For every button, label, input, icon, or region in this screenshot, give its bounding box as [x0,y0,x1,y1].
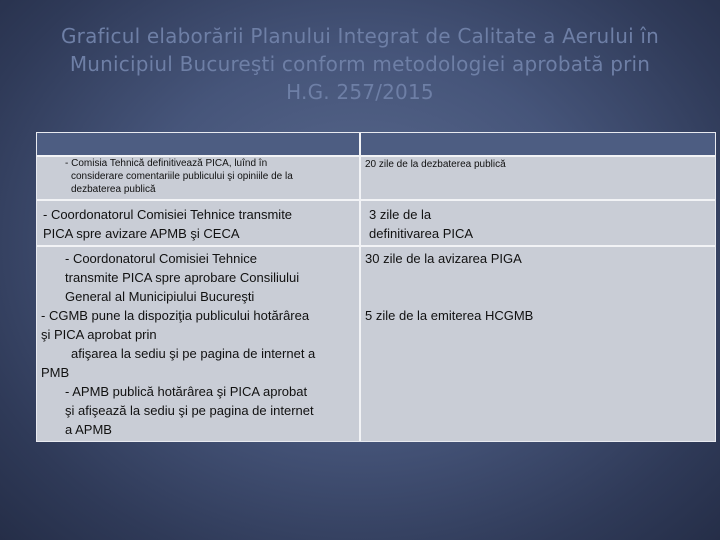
row-2-task-line: - Coordonatorul Comisiei Tehnice transmite [43,207,293,222]
title-line-2: Municipiul Bucureşti conform metodologiei aprobată prin [69,52,651,76]
row-1-task-line: dezbaterea publică [71,184,156,195]
row-3-deadline-line: 30 zile de la avizarea PIGA [365,251,522,266]
row-1-deadline-line: 20 zile de la dezbaterea publică [365,159,506,170]
slide-title [20,22,700,106]
row-divider [37,199,715,201]
row-2-deadline-cell [369,205,473,243]
row-3-task-line: afişarea la sediu şi pe pagina de internet a [71,346,316,361]
row-3-task-line: PMB [41,365,70,380]
row-1-deadline-cell [365,158,506,171]
row-3-task-cell [41,249,315,439]
row-3-task-line: şi PICA aprobat prin [41,327,157,342]
title-line-3: H.G. 257/2015 [286,80,434,104]
row-3-deadline-line: 5 zile de la emiterea HCGMB [365,308,534,323]
row-3-deadline-cell [365,249,533,325]
row-2-deadline-line: 3 zile de la [369,207,432,222]
row-3-task-line: transmite PICA spre aprobare Consiliului [65,270,300,285]
row-divider [37,245,715,247]
row-2-task-cell [43,205,292,243]
row-1-task-line: - Comisia Tehnică definitivează PICA, luînd în [65,158,268,169]
row-1-task-cell [65,157,293,196]
row-1-task-line: considerare comentariile publicului şi opiniile de la [71,171,293,182]
row-3-deadline-spacer [365,287,533,306]
table-header-row [37,133,715,155]
row-2-deadline-line: definitivarea PICA [369,226,474,241]
row-3-task-line: - Coordonatorul Comisiei Tehnice [65,251,257,266]
row-2-task-line: PICA spre avizare APMB şi CECA [43,226,240,241]
row-3-task-line: General al Municipiului Bucureşti [65,289,255,304]
title-line-1: Graficul elaborării Planului Integrat de Calitate a Aerului în [60,24,660,48]
row-3-task-line: - APMB publică hotărârea şi PICA aprobat [65,384,308,399]
row-3-task-line: şi afişează la sediu şi pe pagina de internet [65,403,314,418]
row-3-deadline-spacer [365,268,533,287]
schedule-table [36,132,716,442]
row-3-task-line: - CGMB pune la dispoziţia publicului hotărârea [41,308,310,323]
row-3-task-line: a APMB [65,422,112,437]
column-divider [359,133,361,441]
